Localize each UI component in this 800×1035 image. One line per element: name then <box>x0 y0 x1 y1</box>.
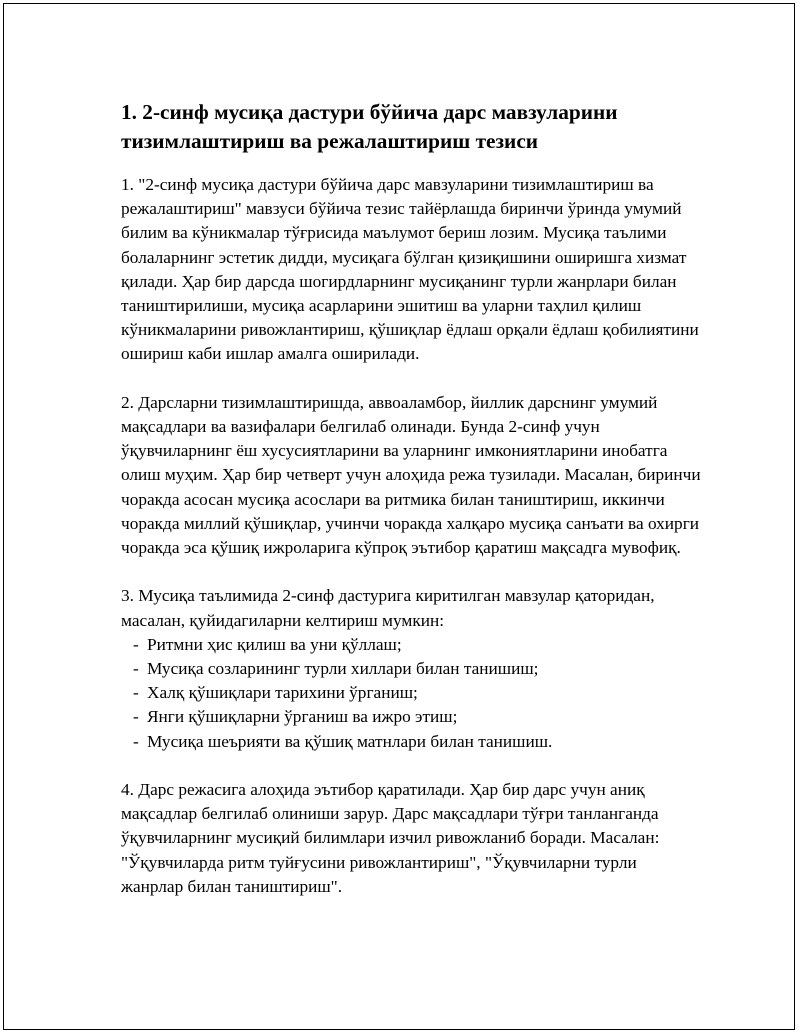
document-body <box>121 98 701 923</box>
list-item <box>133 657 701 681</box>
document-title: 1. 2-синф мусиқа дастури бўйича дарс мавзуларини тизимлаштириш ва режалаштириш тезиси <box>121 100 618 153</box>
bullet-marker: - <box>133 659 139 679</box>
bullet-marker: - <box>133 707 139 727</box>
paragraph-3-intro: 3. Мусиқа таълимида 2-синф дастурига киритилган мавзулар қаторидан, масалан, қуйидагиларни келтириш мумкин: <box>121 586 655 630</box>
list-item <box>133 730 701 754</box>
list-item-text: Янги қўшиқларни ўрганиш ва ижро этиш; <box>147 707 458 727</box>
list-item-text: Мусиқа шеърияти ва қўшиқ матнлари билан танишиш. <box>147 731 553 751</box>
bullet-marker: - <box>133 731 139 751</box>
bullet-marker: - <box>133 683 139 703</box>
bullet-marker: - <box>133 634 139 654</box>
list-item <box>133 681 701 705</box>
list-item-text: Халқ қўшиқлари тарихини ўрганиш; <box>147 683 418 703</box>
list-item <box>133 633 701 657</box>
topic-list <box>121 633 701 754</box>
paragraph-4: 4. Дарс режасига алоҳида эътибор қаратилади. Ҳар бир дарс учун аниқ мақсадлар белгилаб олиниши зарур. Дарс мақсадлари тўғри танланганда ўқувчиларнинг мусиқий билимлари изчил ривожланиб боради. Масалан: "Ўқувчиларда ритм туйғусини ривожлантириш", "Ўқувчиларни турли жанрлар билан таништириш". <box>121 780 660 896</box>
page-frame <box>3 3 795 1030</box>
list-item-text: Ритмни ҳис қилиш ва уни қўллаш; <box>147 634 402 654</box>
list-item-text: Мусиқа созларининг турли хиллари билан танишиш; <box>147 659 539 679</box>
paragraph-2: 2. Дарсларни тизимлаштиришда, аввоаламбор, йиллик дарснинг умумий мақсадлари ва вазифалари белгилаб олинади. Бунда 2-синф учун ўқувчиларнинг ёш хусусиятларини ва уларнинг имкониятларини инобатга олиш муҳим. Ҳар бир четверт учун алоҳида режа тузилади. Масалан, биринчи чоракда асосан мусиқа асослари ва ритмика билан таништириш, иккинчи чоракда миллий қўшиқлар, учинчи чоракда халқаро мусиқа санъати ва охирги чоракда эса қўшиқ ижроларига кўпроқ эътибор қаратиш мақсадга мувофиқ. <box>121 392 701 558</box>
list-item <box>133 705 701 729</box>
paragraph-1: 1. "2-синф мусиқа дастури бўйича дарс мавзуларини тизимлаштириш ва режалаштириш" мавзуси бўйича тезис тайёрлашда биринчи ўринда умумий билим ва кўникмалар тўғрисида маълумот бериш лозим. Мусиқа таълими болаларнинг эстетик дидди, мусиқага бўлган қизиқишини оширишга хизмат қилади. Ҳар бир дарсда шогирдларнинг мусиқанинг турли жанрлари билан таништирилиши, мусиқа асарларини эшитиш ва уларни таҳлил қилиш кўникмаларини ривожлантириш, қўшиқлар ёдлаш орқали ёдлаш қобилиятини ошириш каби ишлар амалга оширилади. <box>121 175 699 364</box>
